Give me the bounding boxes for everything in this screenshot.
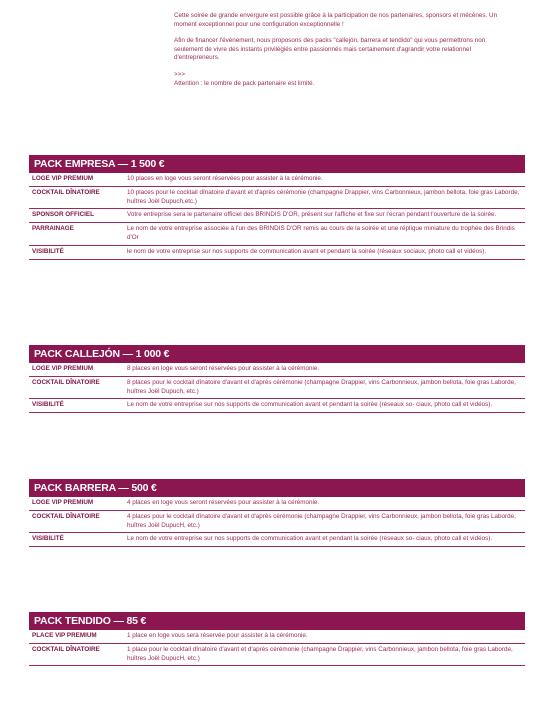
row-label: SPONSOR OFFICIEL bbox=[32, 211, 94, 219]
pack-title: PACK CALLEJÓN — 1 000 € bbox=[29, 345, 525, 363]
table-row bbox=[29, 511, 525, 534]
row-description: 1 place en loge vous sera réservée pour assister à la cérémonie. bbox=[127, 632, 308, 639]
table-row bbox=[29, 173, 525, 187]
table-row bbox=[29, 209, 525, 223]
row-label: LOGE VIP PREMIUM bbox=[32, 499, 94, 506]
table-row bbox=[29, 223, 525, 246]
pack-barrera bbox=[29, 479, 525, 547]
pack-callejon bbox=[29, 345, 525, 413]
row-description: 1 place pour le cocktail dînatoire d'avant et d'après cérémonie (champagne Drappier, vins Carbonnieux, jambon bellota, foie gras Laborde, huîtres Joël DupucH, etc.) bbox=[127, 645, 513, 662]
row-description: Le nom de votre entreprise sur nos supports de communication avant et pendant la soirée (réseaux so- ciaux, photo call et vidéos). bbox=[127, 535, 493, 543]
row-label: COCKTAIL DÎNATOIRE bbox=[32, 645, 100, 653]
table-row bbox=[29, 630, 525, 644]
table-row bbox=[29, 363, 525, 377]
pack-title: PACK EMPRESA — 1 500 € bbox=[29, 155, 525, 173]
intro-text bbox=[174, 12, 514, 96]
row-description: 10 places en loge vous seront réservées pour assister à la cérémonie. bbox=[127, 175, 323, 182]
row-label: VISIBILITÉ bbox=[32, 535, 64, 543]
row-description: 4 places en loge vous seront réservées pour assister à la cérémonie. bbox=[127, 499, 320, 506]
table-row bbox=[29, 644, 525, 667]
row-label: VISIBILITÉ bbox=[32, 401, 64, 409]
row-label: PLACE VIP PREMIUM bbox=[32, 632, 97, 639]
row-description: Votre entreprise sera le partenaire officiel des BRINDIS D'OR, présent sur l'affiche et fixe sur l'écran pendant l'ouverture de la soirée. bbox=[127, 211, 497, 219]
pack-tendido bbox=[29, 612, 525, 666]
row-description: Le nom de votre entreprise associée à l'un des BRINDIS D'OR remis au cours de la soirée et une réplique miniature du trophée des Brindis d'Or bbox=[127, 225, 515, 241]
intro-warning: Attention : le nombre de pack partenaire est limité. bbox=[174, 79, 315, 87]
row-label: COCKTAIL DÎNATOIRE bbox=[32, 188, 100, 196]
table-row bbox=[29, 533, 525, 547]
table-row bbox=[29, 246, 525, 260]
intro-paragraph: Afin de financer l'évènement, nous proposons des packs "callejón, barrera et tendido" qui vous permettrons non seulement de vivre des instants privilégiés entre passionnés mais certainement d'agrandir votre relationnel d'entrepreneurs. bbox=[174, 37, 486, 62]
table-row bbox=[29, 399, 525, 413]
row-description: 8 places en loge vous seront réservées pour assister à la cérémonie. bbox=[127, 365, 320, 372]
row-label: COCKTAIL DÎNATOIRE bbox=[32, 512, 100, 520]
row-description: 8 places pour le cocktail dînatoire d'avant et d'après cérémonie (champagne Drappier, vins Carbonnieux, jambon bellota, foie gras Laborde, huîtres Joël Dupuch, etc.) bbox=[127, 378, 516, 395]
row-label: PARRAINAGE bbox=[32, 225, 74, 233]
intro-chevrons: >>> bbox=[174, 70, 186, 78]
row-label: VISIBILITÉ bbox=[32, 247, 64, 255]
row-description: 4 places pour le cocktail dînatoire d'avant et d'après cérémonie (champagne Drappier, vins Carbonnieux, jambon bellota, foie gras Laborde, huîtres Joël DupucH, etc.) bbox=[127, 512, 516, 529]
row-label: LOGE VIP PREMIUM bbox=[32, 175, 94, 182]
row-label: COCKTAIL DÎNATOIRE bbox=[32, 378, 100, 386]
intro-paragraph: Cette soirée de grande envergure est possible grâce à la participation de nos partenaires, sponsors et mécènes. Un moment exceptionnel pour une configuration exceptionnelle ! bbox=[174, 12, 498, 28]
pack-title: PACK TENDIDO — 85 € bbox=[29, 612, 525, 630]
pack-empresa bbox=[29, 155, 525, 260]
row-description: Le nom de votre entreprise sur nos supports de communication avant et pendant la soirée (réseaux so- ciaux, photo call et vidéos). bbox=[127, 401, 493, 409]
table-row bbox=[29, 187, 525, 210]
table-row bbox=[29, 497, 525, 511]
row-description: 10 places pour le cocktail dînatoire d'avant et d'après cérémonie (champagne Drappier, vins Carbonnieux, jambon bellota, foie gras Laborde, huîtres Joël Dupuch,etc.) bbox=[127, 188, 520, 205]
pack-title: PACK BARRERA — 500 € bbox=[29, 479, 525, 497]
table-row bbox=[29, 377, 525, 400]
row-label: LOGE VIP PREMIUM bbox=[32, 365, 94, 372]
row-description: le nom de votre entreprise sur nos supports de communication avant et pendant la soirée (réseaux sociaux, photo call et vidéos). bbox=[127, 247, 487, 255]
